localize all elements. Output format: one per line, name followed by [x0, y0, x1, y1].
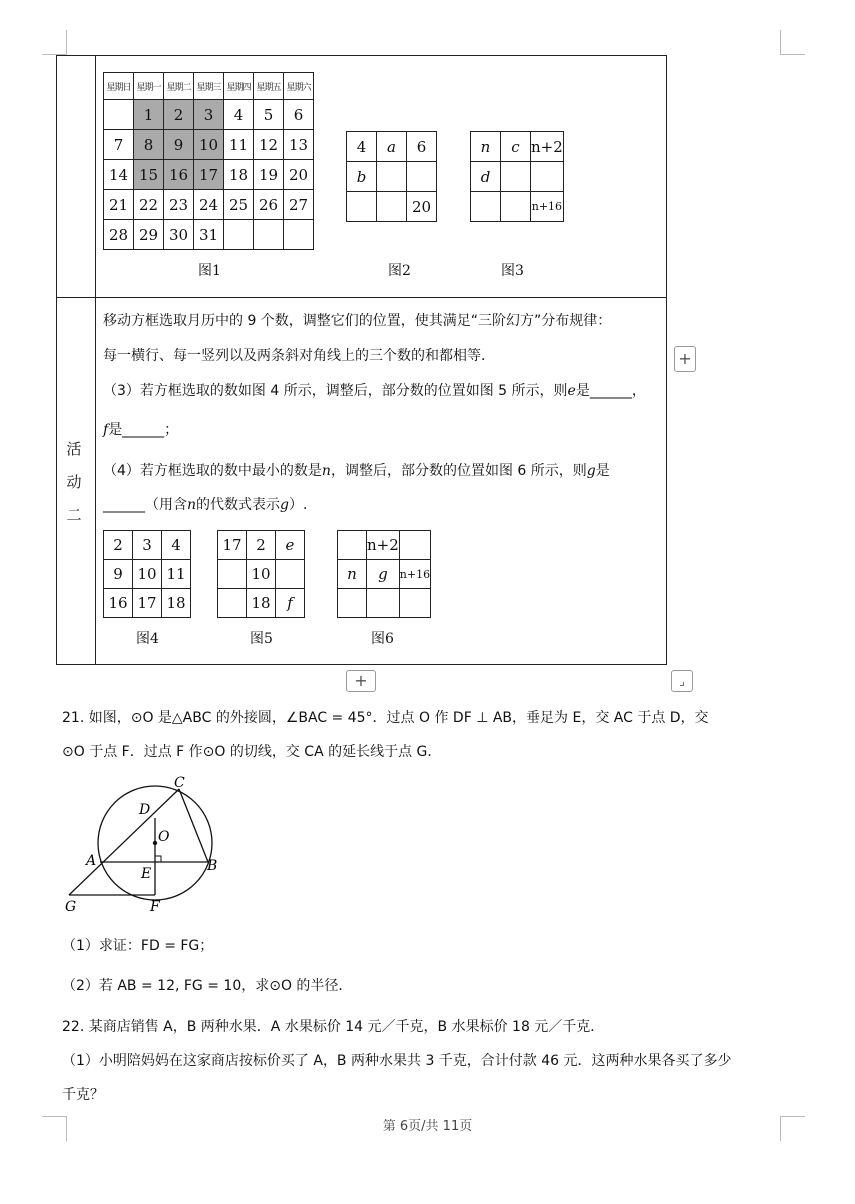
calendar-cell: 15 [134, 160, 164, 190]
fig3-cell: d [471, 162, 501, 192]
calendar-cell: 3 [194, 100, 224, 130]
q21-part-1: （1）求证：FD = FG； [62, 938, 214, 954]
fig3-cell [531, 162, 564, 192]
fig4-cell: 18 [162, 589, 191, 618]
fig6-cell [367, 589, 400, 618]
q4-text-d: ______（用含 [103, 497, 187, 513]
calendar-table [103, 72, 314, 250]
fig3-cell: n [471, 132, 501, 162]
activity-label-char: 动 [66, 473, 82, 491]
fig2-cell: 20 [407, 192, 437, 222]
fig4-cell: 17 [133, 589, 162, 618]
fig3-cell [501, 192, 531, 222]
fig2-cell: a [377, 132, 407, 162]
fig2-grid [346, 131, 437, 222]
activity-line-5 [103, 460, 610, 480]
segment-bc [179, 789, 208, 862]
calendar-header-cell: 星期二 [164, 73, 194, 100]
calendar-cell: 23 [164, 190, 194, 220]
fig4-cell: 2 [104, 531, 133, 560]
calendar-cell: 26 [254, 190, 284, 220]
fig2-caption: 图2 [388, 263, 411, 279]
fig5-cell: 17 [218, 531, 247, 560]
right-angle-mark [155, 856, 161, 862]
fig3-grid [470, 131, 564, 222]
fig2-cell [407, 162, 437, 192]
calendar-cell: 1 [134, 100, 164, 130]
fig4-row [104, 560, 191, 589]
calendar-header-cell: 星期四 [224, 73, 254, 100]
label-g: G [65, 899, 77, 915]
fig4-cell: 11 [162, 560, 191, 589]
fig5-cell: 18 [247, 589, 276, 618]
q3-text-a: （3）若方框选取的数如图 4 所示，调整后，部分数的位置如图 5 所示，则 [103, 383, 568, 399]
fig1-caption: 图1 [198, 263, 221, 279]
calendar-cell: 6 [284, 100, 314, 130]
fig4-caption: 图4 [136, 631, 159, 647]
calendar-cell: 8 [134, 130, 164, 160]
q22-line-3: 千克？ [62, 1087, 104, 1103]
q4-text-a: （4）若方框选取的数中最小的数是 [103, 463, 322, 479]
calendar-cell: 30 [164, 220, 194, 250]
var-e: e [567, 383, 576, 399]
calendar-cell [284, 220, 314, 250]
calendar-cell [104, 100, 134, 130]
var-f: f [103, 422, 109, 438]
table-column-divider [95, 56, 96, 664]
activity-line-4 [103, 419, 178, 439]
crop-mark-top-left [42, 30, 67, 55]
calendar-cell: 9 [164, 130, 194, 160]
q4-text-b: ，调整后，部分数的位置如图 6 所示，则 [330, 463, 587, 479]
fig6-cell: g [367, 560, 400, 589]
calendar-cell: 18 [224, 160, 254, 190]
fig6-row [338, 531, 431, 560]
q3-text-c: 是______； [108, 422, 179, 438]
fig6-caption: 图6 [371, 631, 394, 647]
fig5-cell: e [276, 531, 305, 560]
var-n: n [321, 463, 331, 479]
fig5-row [218, 531, 305, 560]
fig2-cell [347, 192, 377, 222]
label-b: B [207, 858, 218, 874]
calendar-cell: 10 [194, 130, 224, 160]
fig2-cell: b [347, 162, 377, 192]
fig3-caption: 图3 [501, 263, 524, 279]
fig6-cell: n+16 [399, 560, 430, 589]
calendar-cell: 25 [224, 190, 254, 220]
fig3-cell: n+2 [531, 132, 564, 162]
fig2-row [347, 132, 437, 162]
fig6-cell [399, 531, 430, 560]
calendar-cell: 29 [134, 220, 164, 250]
calendar-header-cell: 星期日 [104, 73, 134, 100]
fig6-cell: n+2 [367, 531, 400, 560]
fig2-cell: 4 [347, 132, 377, 162]
calendar-cell: 16 [164, 160, 194, 190]
fig6-cell [399, 589, 430, 618]
label-d: D [139, 802, 151, 818]
calendar-row [104, 100, 314, 130]
calendar-cell [254, 220, 284, 250]
calendar-cell: 14 [104, 160, 134, 190]
fig4-cell: 3 [133, 531, 162, 560]
label-c: C [174, 775, 185, 791]
activity-line-1: 移动方框选取月历中的 9 个数，调整它们的位置，使其满足“三阶幻方”分布规律： [103, 313, 612, 329]
fig3-cell [471, 192, 501, 222]
calendar-cell: 12 [254, 130, 284, 160]
fig5-row [218, 560, 305, 589]
q4-text-e: 的代数式表示 [196, 497, 281, 513]
center-point [153, 841, 157, 845]
fig6-cell: n [338, 560, 367, 589]
calendar-cell: 17 [194, 160, 224, 190]
calendar-cell: 4 [224, 100, 254, 130]
fig4-cell: 16 [104, 589, 133, 618]
q22-line-2: （1）小明陪妈妈在这家商店按标价买了 A，B 两种水果共 3 千克，合计付款 46 元．这两种水果各买了多少 [62, 1053, 732, 1069]
fig2-row [347, 192, 437, 222]
calendar-cell: 27 [284, 190, 314, 220]
q21-part-2: （2）若 AB = 12, FG = 10，求⊙O 的半径． [62, 978, 353, 994]
fig5-cell [218, 589, 247, 618]
fig5-grid [217, 530, 305, 618]
activity-line-2: 每一横行、每一竖列以及两条斜对角线上的三个数的和都相等． [103, 348, 495, 364]
fig3-cell: c [501, 132, 531, 162]
q3-text-b: 是______， [575, 383, 646, 399]
fig6-grid [337, 530, 431, 618]
fig2-cell [377, 192, 407, 222]
fig2-cell: 6 [407, 132, 437, 162]
fig2-row [347, 162, 437, 192]
fig4-row [104, 531, 191, 560]
var-n: n [187, 497, 197, 513]
calendar-cell: 24 [194, 190, 224, 220]
add-row-button[interactable]: + [346, 670, 376, 692]
calendar-header-cell: 星期一 [134, 73, 164, 100]
calendar-cell: 21 [104, 190, 134, 220]
fig3-cell: n+16 [531, 192, 564, 222]
activity-line-6 [103, 494, 307, 514]
fig5-row [218, 589, 305, 618]
fig3-row [471, 192, 564, 222]
calendar-cell: 31 [194, 220, 224, 250]
calendar-cell: 5 [254, 100, 284, 130]
activity-label [62, 433, 86, 532]
fig4-cell: 4 [162, 531, 191, 560]
q4-text-f: ）. [289, 497, 308, 513]
q21-line-1: 21. 如图，⊙O 是△ABC 的外接圆，∠BAC = 45°．过点 O 作 DF ⊥ AB，垂足为 E，交 AC 于点 D，交 [62, 710, 709, 726]
fig5-cell: f [276, 589, 305, 618]
calendar-header-cell: 星期三 [194, 73, 224, 100]
calendar-row [104, 130, 314, 160]
fig5-caption: 图5 [250, 631, 273, 647]
fig6-row [338, 560, 431, 589]
fig6-cell [338, 531, 367, 560]
label-o: O [158, 829, 170, 845]
var-g: g [586, 463, 596, 479]
fig4-cell: 9 [104, 560, 133, 589]
resize-table-handle[interactable]: ⌟ [671, 670, 693, 692]
fig5-cell [276, 560, 305, 589]
fig6-cell [338, 589, 367, 618]
calendar-cell: 28 [104, 220, 134, 250]
fig2-cell [377, 162, 407, 192]
label-f: F [150, 899, 160, 915]
fig6-row [338, 589, 431, 618]
calendar-cell [224, 220, 254, 250]
fig4-grid [103, 530, 191, 618]
calendar-header-cell: 星期六 [284, 73, 314, 100]
activity-label-char: 二 [66, 506, 82, 524]
add-column-button[interactable]: + [674, 346, 696, 372]
calendar-row [104, 220, 314, 250]
q22-line-1: 22. 某商店销售 A，B 两种水果．A 水果标价 14 元／千克，B 水果标价 18 元／千克． [62, 1019, 605, 1035]
fig4-row [104, 589, 191, 618]
activity-line-3 [103, 380, 646, 400]
page-footer: 第 6页/共 11页 [382, 1119, 473, 1134]
var-g: g [280, 497, 289, 513]
calendar-header-cell: 星期五 [254, 73, 284, 100]
activity-label-char: 活 [66, 440, 82, 458]
calendar-cell: 2 [164, 100, 194, 130]
calendar-cell: 13 [284, 130, 314, 160]
fig4-cell: 10 [133, 560, 162, 589]
calendar-cell: 20 [284, 160, 314, 190]
fig5-cell: 2 [247, 531, 276, 560]
calendar-cell: 11 [224, 130, 254, 160]
fig5-cell [218, 560, 247, 589]
calendar-cell: 19 [254, 160, 284, 190]
calendar-cell: 7 [104, 130, 134, 160]
q4-text-c: 是 [595, 463, 610, 479]
calendar-cell: 22 [134, 190, 164, 220]
calendar-row [104, 190, 314, 220]
crop-mark-top-right [780, 30, 805, 55]
q21-geometry-figure [60, 772, 230, 917]
fig3-cell [501, 162, 531, 192]
label-a: A [86, 853, 97, 869]
table-row-divider [57, 297, 666, 298]
calendar-row [104, 160, 314, 190]
fig3-row [471, 162, 564, 192]
label-e: E [141, 866, 152, 882]
fig5-cell: 10 [247, 560, 276, 589]
fig3-row [471, 132, 564, 162]
q21-line-2: ⊙O 于点 F．过点 F 作⊙O 的切线，交 CA 的延长线于点 G． [62, 744, 442, 760]
